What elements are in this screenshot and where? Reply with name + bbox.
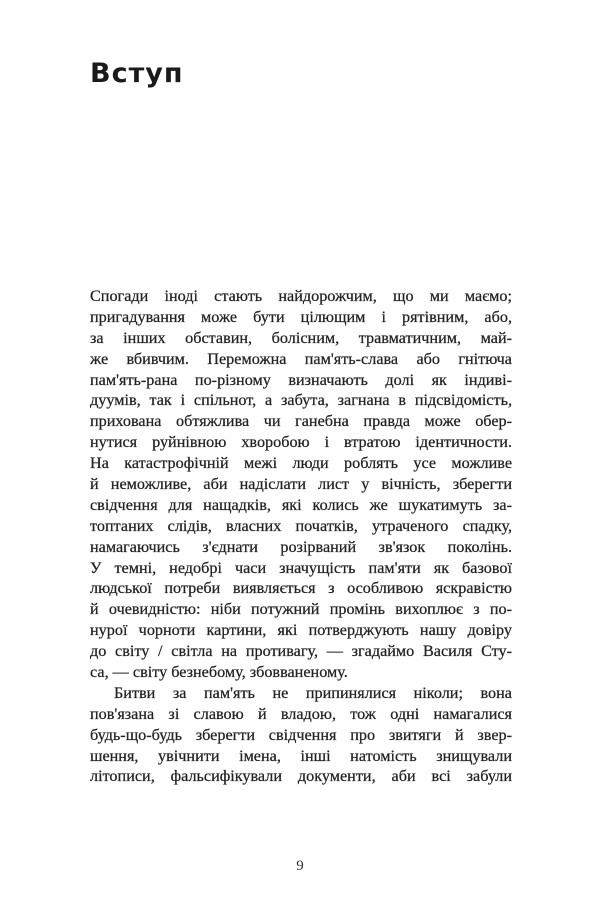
- text-line: шення, увічнити імена, інші натомість знищували: [90, 746, 512, 765]
- text-line: пригадування може бути цілющим і рятівним, або,: [90, 307, 512, 326]
- text-line: топтаних слідів, власних початків, утраченого спадку,: [90, 516, 512, 535]
- text-line: й очевидністю: ніби потужний промінь вихоплює з по-: [90, 600, 512, 619]
- page-number: 9: [296, 858, 304, 874]
- text-line: Спогади іноді стають найдорожчим, що ми маємо;: [90, 287, 512, 305]
- chapter-title: Вступ: [90, 58, 184, 89]
- text-line: свідчення для нащадків, які колись же шукатимуть за-: [90, 495, 512, 514]
- body-text: [90, 286, 512, 787]
- paragraph: [90, 286, 512, 683]
- text-line: Битви за пам'ять не припинялися ніколи; вона: [114, 683, 512, 702]
- text-line: пам'ять-рана по-різному визначають долі як індиві-: [90, 370, 512, 389]
- text-line: за інших обставин, болісним, травматичним, май-: [90, 328, 512, 347]
- text-line: нутися руйнівною хворобою і втратою ідентичности.: [90, 433, 512, 452]
- text-line: й неможливе, аби надіслати лист у вічність, зберегти: [90, 475, 512, 494]
- text-line: намагаючись з'єднати розірваний зв'язок поколінь.: [90, 537, 512, 556]
- text-line: У темні, недобрі часи значущість пам'яти як базової: [90, 558, 512, 577]
- text-line: На катастрофічній межі люди роблять усе можливе: [90, 454, 512, 473]
- text-line: прихована обтяжлива чи ганебна правда може обер-: [90, 412, 512, 431]
- text-line: пов'язана зі славою й владою, тож одні намагалися: [90, 704, 512, 723]
- text-line: же вбивчим. Переможна пам'ять-слава або гнітюча: [90, 349, 512, 368]
- text-line: літописи, фальсифікували документи, аби всі забули: [90, 767, 512, 786]
- text-line: людської потреби виявляється з особливою яскравістю: [90, 579, 512, 598]
- text-line: до світу / світла на противагу, — згадаймо Василя Сту-: [90, 642, 512, 661]
- paragraph: [90, 683, 512, 787]
- text-line: дуумів, так і спільнот, а забута, загнана в підсвідомість,: [90, 391, 512, 410]
- text-line: са, — світу безнебому, збовваненому.: [90, 663, 348, 682]
- text-line: будь-що-будь зберегти свідчення про звитяги й звер-: [90, 725, 512, 744]
- text-line: нурої чорноти картини, які потверджують нашу довіру: [90, 621, 512, 640]
